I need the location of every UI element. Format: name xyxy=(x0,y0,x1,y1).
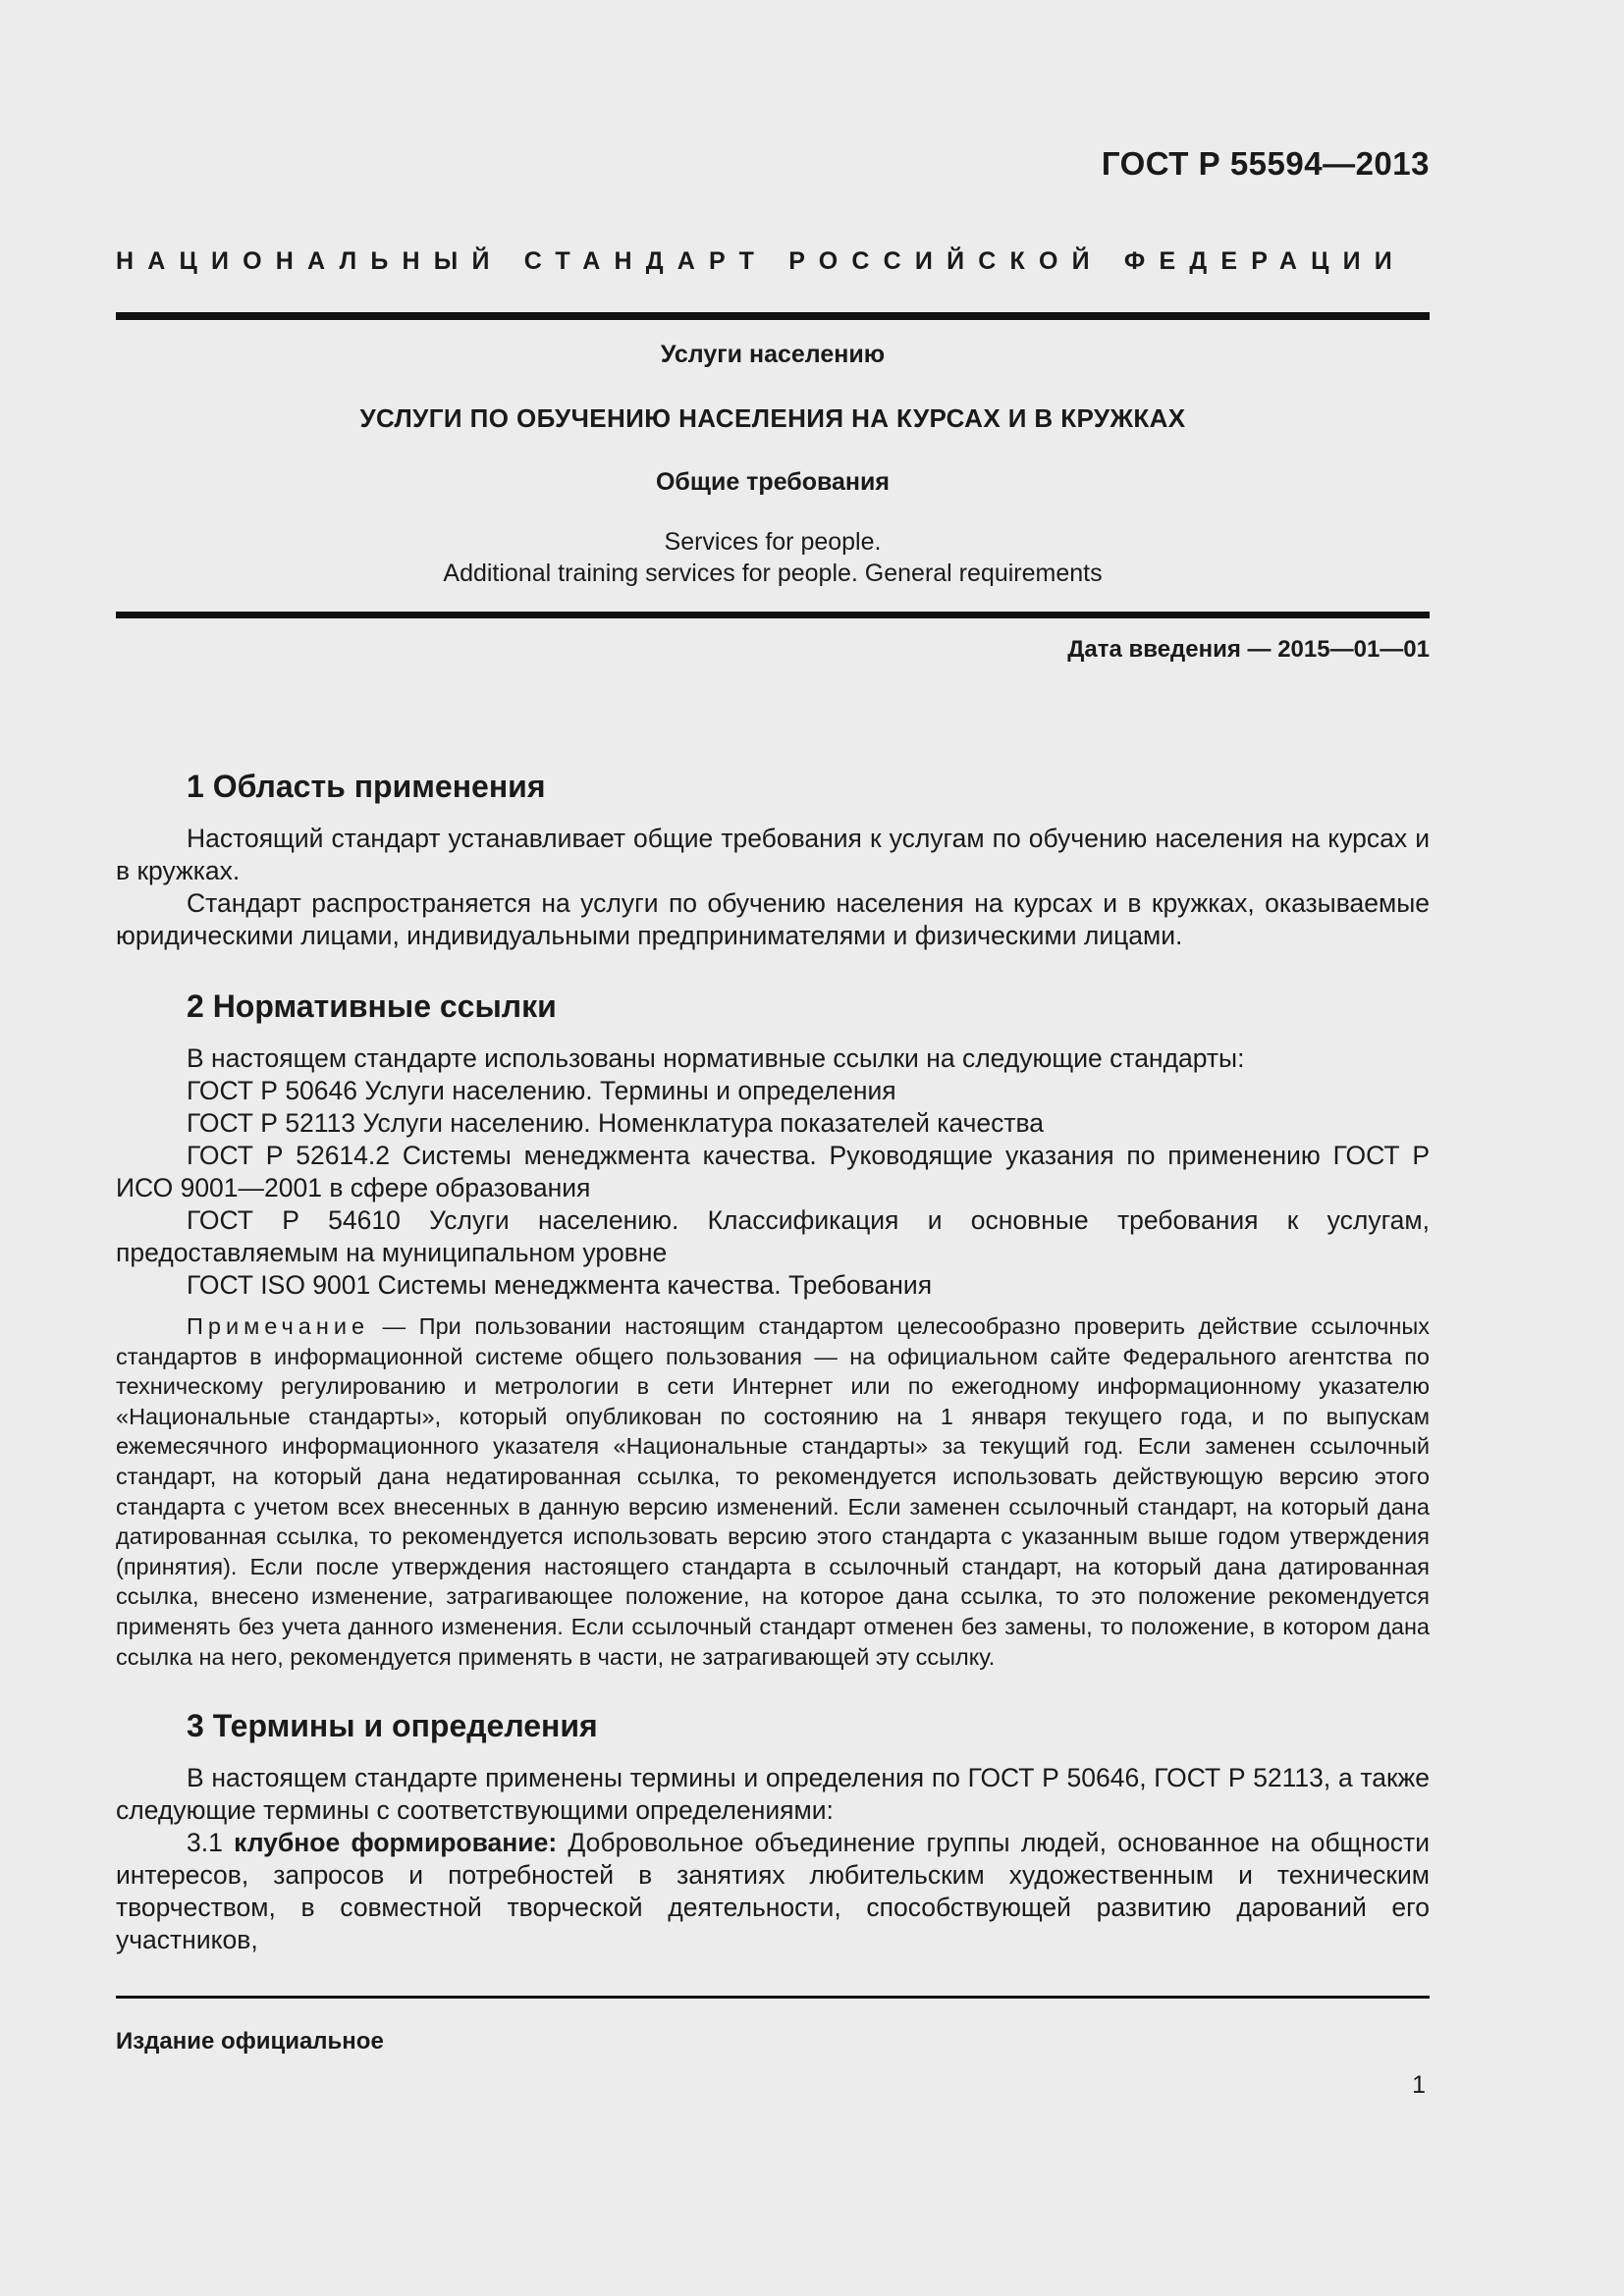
term-name: клубное формирование: xyxy=(234,1828,558,1858)
section-heading: 1 Область применения xyxy=(187,769,546,804)
standard-main-title: УСЛУГИ ПО ОБУЧЕНИЮ НАСЕЛЕНИЯ НА КУРСАХ И В КРУЖКАХ xyxy=(359,403,1186,433)
national-standard-banner: НАЦИОНАЛЬНЫЙ СТАНДАРТ РОССИЙСКОЙ ФЕДЕРАЦИИ xyxy=(116,247,1406,275)
reference-item: ГОСТ Р 52614.2 Системы менеджмента качества. Руководящие указания по применению ГОСТ Р ИСО 9001—2001 в сфере образования xyxy=(116,1141,1430,1202)
page-number: 1 xyxy=(1412,2071,1426,2099)
section-normative-references xyxy=(116,982,1430,1672)
note-label: Примечание xyxy=(187,1313,370,1339)
section-terms-definitions xyxy=(116,1701,1430,1956)
paragraph: В настоящем стандарте применены термины и определения по ГОСТ Р 50646, ГОСТ Р 52113, а также следующие термины с соответствующими определениями: xyxy=(116,1763,1430,1826)
reference-item: ГОСТ Р 54610 Услуги населению. Классификация и основные требования к услугам, предоставляемым на муниципальном уровне xyxy=(116,1205,1430,1267)
footer-rule xyxy=(116,1996,1430,1999)
header-rule-top xyxy=(116,312,1430,320)
term-definition-text: Добровольное объединение группы людей, основанное на общности интересов, запросов и потребностей в занятиях любительским художественным и техническим творчеством, в совместной творческой деятельности, способствующей развитию дарований его участников, xyxy=(116,1828,1430,1955)
header-rule-bottom xyxy=(116,612,1430,618)
standard-series-title: Услуги населению xyxy=(660,341,886,368)
section-heading: 3 Термины и определения xyxy=(187,1708,598,1744)
official-edition-label: Издание официальное xyxy=(116,2028,384,2055)
reference-item: ГОСТ Р 50646 Услуги населению. Термины и определения xyxy=(187,1076,896,1105)
note-text: — При пользовании настоящим стандартом целесообразно проверить действие ссылочных стандартов в информационной системе общего пользования — на официальном сайте Федерального агентства по техническому регулированию и метрологии в сети Интернет или по ежегодному информационному указателю «Национальные стандарты», который опубликован по состоянию на 1 января текущего года, и по выпускам ежемесячного информационного указателя «Национальные стандарты» за текущий год. Если заменен ссылочный стандарт, на который дана недатированная ссылка, то рекомендуется использовать действующую версию этого стандарта с учетом всех внесенных в данную версию изменений. Если заменен ссылочный стандарт, на который дана датированная ссылка, то рекомендуется использовать версию этого стандарта с указанным выше годом утверждения (принятия). Если после утверждения настоящего стандарта в ссылочный стандарт, на который дана датированная ссылка, внесено изменение, затрагивающее положение, на которое дана ссылка, то это положение рекомендуется применять без учета данного изменения. Если ссылочный стандарт отменен без замены, то положение, в котором дана ссылка на него, рекомендуется применять в части, не затрагивающей эту ссылку. xyxy=(116,1313,1430,1670)
section-scope xyxy=(116,762,1430,952)
section-heading: 2 Нормативные ссылки xyxy=(187,988,557,1024)
paragraph: Настоящий стандарт устанавливает общие требования к услугам по обучению населения на курсах и в кружках. xyxy=(116,824,1430,885)
reference-item: ГОСТ Р 52113 Услуги населению. Номенклатура показателей качества xyxy=(187,1108,1045,1138)
term-definition xyxy=(116,1827,1430,1956)
paragraph: В настоящем стандарте использованы нормативные ссылки на следующие стандарты: xyxy=(187,1043,1245,1073)
document-code: ГОСТ Р 55594—2013 xyxy=(1101,145,1430,182)
introduction-date: Дата введения — 2015—01—01 xyxy=(1067,636,1430,663)
reference-item: ГОСТ ISO 9001 Системы менеджмента качества. Требования xyxy=(187,1270,933,1300)
english-title-line-2: Additional training services for people. General requirements xyxy=(443,560,1103,587)
paragraph: Стандарт распространяется на услуги по обучению населения на курсах и в кружках, оказываемые юридическими лицами, индивидуальными предпринимателями и физическими лицами. xyxy=(116,888,1430,950)
document-body xyxy=(116,762,1430,1956)
term-number: 3.1 xyxy=(187,1828,235,1858)
note xyxy=(116,1311,1430,1672)
english-title-line-1: Services for people. xyxy=(664,528,882,556)
standard-subtitle: Общие требования xyxy=(655,468,890,496)
